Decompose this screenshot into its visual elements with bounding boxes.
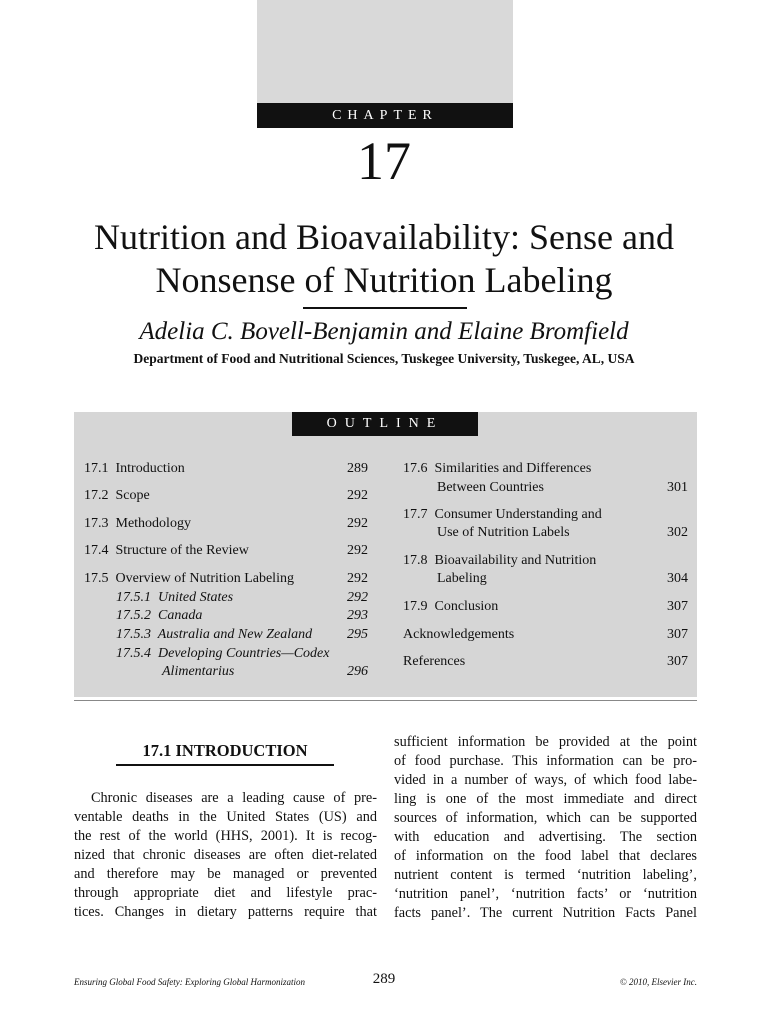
footer-book-title: Ensuring Global Food Safety: Exploring Global Harmonization xyxy=(74,977,305,987)
footer-copyright: © 2010, Elsevier Inc. xyxy=(619,977,697,987)
body-line: of information on the food label that declares xyxy=(394,848,697,864)
outline-label: OUTLINE xyxy=(292,412,478,436)
chapter-label: CHAPTER xyxy=(257,103,513,128)
body-left-column xyxy=(74,789,377,922)
chapter-header-tab xyxy=(257,0,513,103)
footer-page-number: 289 xyxy=(372,971,396,987)
body-line: with education and advertising. The section xyxy=(394,829,697,845)
outline-divider xyxy=(74,700,697,701)
body-line: nutrient content is termed ‘nutrition labeling’, xyxy=(394,867,697,883)
body-line: tices. Changes in dietary patterns require that xyxy=(74,904,377,920)
body-line: ‘nutrition panel’, ‘nutrition facts’ or ‘nutrition xyxy=(394,886,697,902)
body-line: the rest of the world (HHS, 2001). It is recog- xyxy=(74,828,377,844)
body-right-column xyxy=(394,733,697,923)
affiliation: Department of Food and Nutritional Sciences, Tuskegee University, Tuskegee, AL, USA xyxy=(133,351,635,366)
chapter-number: 17 xyxy=(357,131,411,191)
body-line: vided in a number of ways, of which food labe- xyxy=(394,772,697,788)
authors: Adelia C. Bovell-Benjamin and Elaine Bromfield xyxy=(139,318,629,345)
body-line: through appropriate diet and lifestyle prac- xyxy=(74,885,377,901)
body-line: Chronic diseases are a leading cause of pre- xyxy=(91,790,377,806)
section-heading-rule xyxy=(116,764,334,766)
body-line: ventable deaths in the United States (US) and xyxy=(74,809,377,825)
body-line: nized that chronic diseases are often diet-related xyxy=(74,847,377,863)
body-line: and therefore may be managed or prevented xyxy=(74,866,377,882)
chapter-title-line1: Nutrition and Bioavailability: Sense and xyxy=(94,217,674,257)
body-line: ling is one of the most immediate and direct xyxy=(394,791,697,807)
chapter-title-line2: Nonsense of Nutrition Labeling xyxy=(155,260,613,300)
body-line: facts panel’. The current Nutrition Facts Panel xyxy=(394,905,697,921)
body-line: of food purchase. This information can be pro- xyxy=(394,753,697,769)
body-line: sources of information, which can be supported xyxy=(394,810,697,826)
title-underline xyxy=(303,307,467,309)
chapter-title xyxy=(40,216,728,302)
body-line: sufficient information be provided at the point xyxy=(394,734,697,750)
section-heading: 17.1 INTRODUCTION xyxy=(142,741,308,760)
